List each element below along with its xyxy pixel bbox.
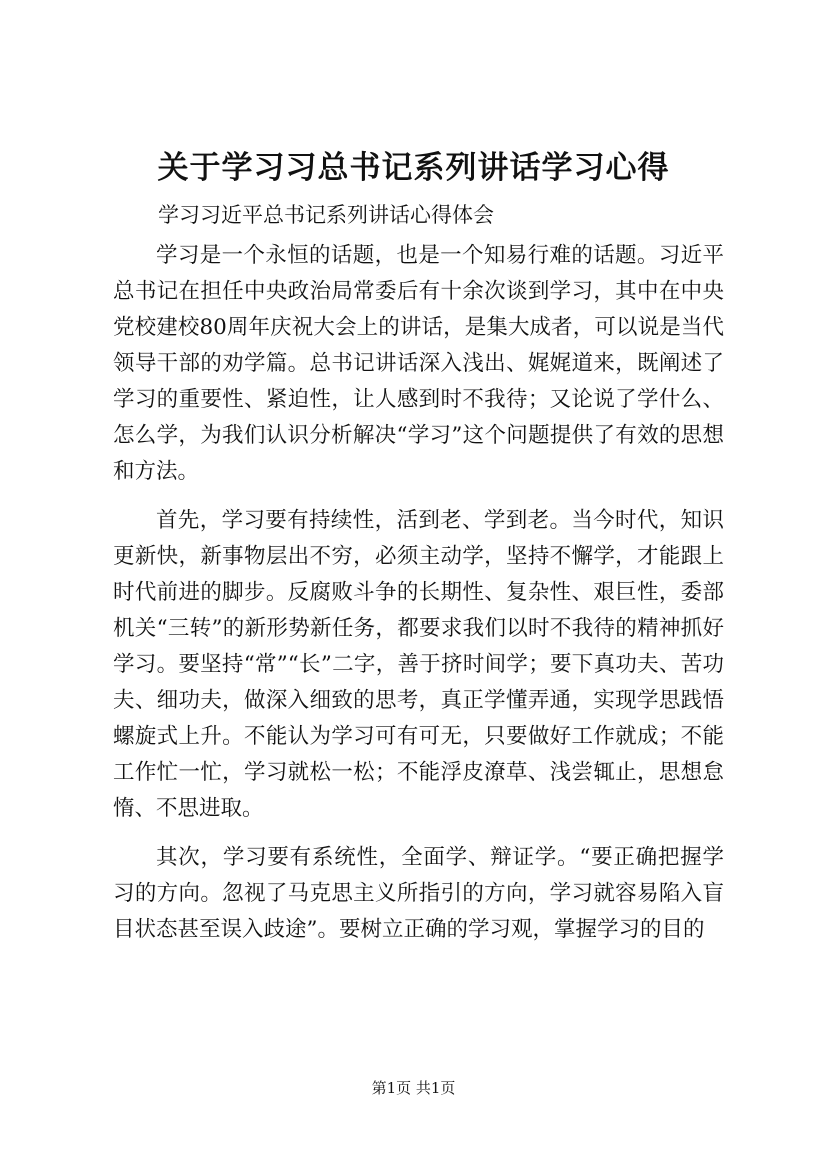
paragraph: 其次，学习要有系统性，全面学、辩证学。“要正确把握学习的方向。忽视了马克思主义所指引的方向，学习就容易陷入盲目状态甚至误入歧途”。要树立正确的学习观，掌握学习的目的 xyxy=(113,845,724,942)
page-footer: 第1页 共1页 xyxy=(371,1079,456,1097)
paragraph: 首先，学习要有持续性，活到老、学到老。当今时代，知识更新快，新事物层出不穷，必须主动学，坚持不懈学，才能跟上时代前进的脚步。反腐败斗争的长期性、复杂性、艰巨性，委部机关“三转”的新形势新任务，都要求我们以时不我待的精神抓好学习。要坚持“常”“长”二字，善于挤时间学；要下真功夫、苦功夫、细功夫，做深入细致的思考，真正学懂弄通，实现学思践悟螺旋式上升。不能认为学习可有可无，只要做好工作就成；不能工作忙一忙，学习就松一松；不能浮皮潦草、浅尝辄止，思想怠惰、不思进取。 xyxy=(113,508,724,821)
document-title: 关于学习习总书记系列讲话学习心得 xyxy=(157,150,670,186)
document-subtitle: 学习习近平总书记系列讲话心得体会 xyxy=(158,203,494,227)
document-body xyxy=(113,238,724,948)
paragraph: 学习是一个永恒的话题，也是一个知易行难的话题。习近平总书记在担任中央政治局常委后有十余次谈到学习，其中在中央党校建校80周年庆祝大会上的讲话，是集大成者，可以说是当代领导干部的劝学篇。总书记讲话深入浅出、娓娓道来，既阐述了学习的重要性、紧迫性，让人感到时不我待；又论说了学什么、怎么学，为我们认识分析解决“学习”这个问题提供了有效的思想和方法。 xyxy=(113,243,724,484)
